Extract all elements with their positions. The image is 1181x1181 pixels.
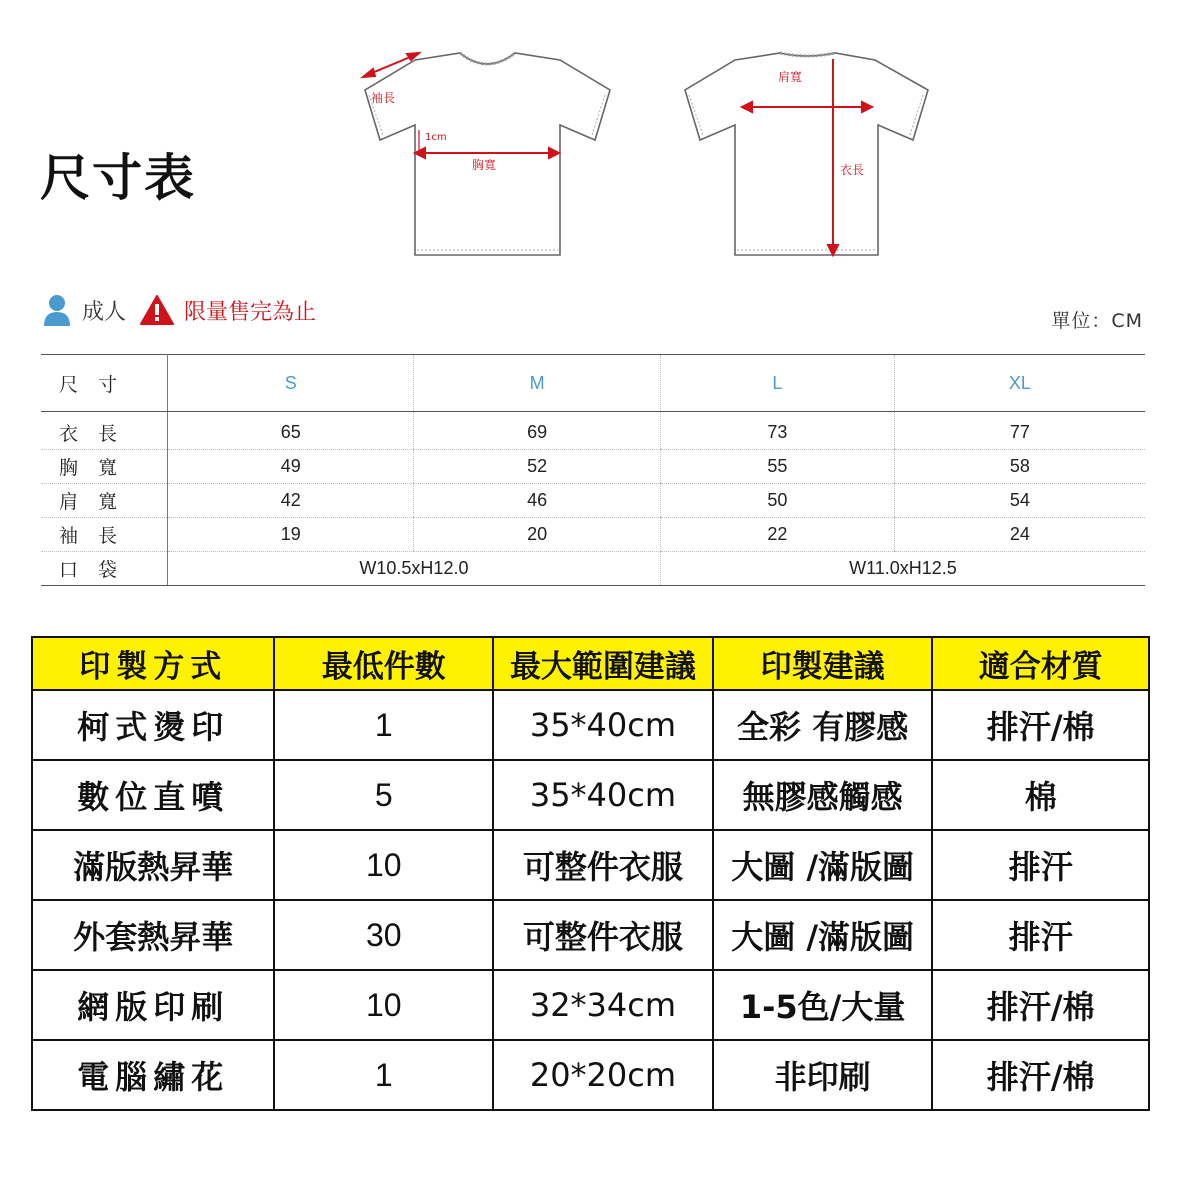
area-cell: 可整件衣服 — [493, 830, 713, 900]
size-col-xl: XL — [894, 355, 1145, 412]
area-cell: 35*40cm — [493, 690, 713, 760]
unit-label: 單位：CM — [1051, 310, 1143, 332]
area-cell: 可整件衣服 — [493, 900, 713, 970]
warning-label: 限量售完為止 — [184, 299, 317, 325]
table-row — [41, 450, 1145, 484]
table-cell: 69 — [414, 412, 660, 450]
material-cell: 排汗 — [932, 900, 1149, 970]
table-cell: 22 — [660, 518, 894, 552]
chest-label: 胸寬 — [472, 158, 497, 172]
material-cell: 棉 — [932, 760, 1149, 830]
method-cell: 外套熱昇華 — [32, 900, 274, 970]
table-cell: 55 — [660, 450, 894, 484]
pocket-small: W10.5xH12.0 — [168, 552, 661, 586]
header-material: 適合材質 — [932, 637, 1149, 690]
suggestion-cell: 大圖 /滿版圖 — [713, 830, 933, 900]
table-cell: 77 — [894, 412, 1145, 450]
table-cell: 52 — [414, 450, 660, 484]
size-col-s: S — [168, 355, 414, 412]
size-col-m: M — [414, 355, 660, 412]
suggestion-cell: 1-5色/大量 — [713, 970, 933, 1040]
table-cell: 46 — [414, 484, 660, 518]
row-label: 胸寬 — [41, 450, 168, 484]
shoulder-label: 肩寬 — [778, 70, 803, 84]
table-cell: 73 — [660, 412, 894, 450]
table-row — [32, 1040, 1149, 1110]
method-cell: 電腦繡花 — [32, 1040, 274, 1110]
size-header-row — [41, 355, 1145, 412]
table-cell: 24 — [894, 518, 1145, 552]
material-cell: 排汗/棉 — [932, 1040, 1149, 1110]
table-cell: 19 — [168, 518, 414, 552]
table-row — [41, 484, 1145, 518]
length-label: 衣長 — [840, 163, 865, 177]
size-col-l: L — [660, 355, 894, 412]
pocket-row — [41, 552, 1145, 586]
table-row — [32, 970, 1149, 1040]
table-cell: 20 — [414, 518, 660, 552]
meta-row — [42, 293, 316, 327]
offset-label: 1cm — [425, 132, 447, 143]
table-cell: 58 — [894, 450, 1145, 484]
shirt-back-diagram — [680, 45, 945, 265]
header-max-area: 最大範圍建議 — [493, 637, 713, 690]
method-cell: 網版印刷 — [32, 970, 274, 1040]
method-cell: 滿版熱昇華 — [32, 830, 274, 900]
table-cell: 42 — [168, 484, 414, 518]
warning-icon — [140, 294, 174, 326]
shirt-front-diagram — [355, 45, 620, 265]
table-cell: 65 — [168, 412, 414, 450]
suggestion-cell: 無膠感觸感 — [713, 760, 933, 830]
table-row — [41, 518, 1145, 552]
table-cell: 54 — [894, 484, 1145, 518]
suggestion-cell: 全彩 有膠感 — [713, 690, 933, 760]
table-row — [41, 412, 1145, 450]
print-header-row — [32, 637, 1149, 690]
table-row — [32, 760, 1149, 830]
pocket-large: W11.0xH12.5 — [660, 552, 1145, 586]
row-label: 口袋 — [41, 552, 168, 586]
table-row — [32, 830, 1149, 900]
qty-cell: 1 — [274, 690, 493, 760]
table-row — [32, 900, 1149, 970]
area-cell: 35*40cm — [493, 760, 713, 830]
qty-cell: 10 — [274, 970, 493, 1040]
material-cell: 排汗/棉 — [932, 970, 1149, 1040]
qty-cell: 1 — [274, 1040, 493, 1110]
audience-label: 成人 — [82, 299, 127, 325]
print-method-table — [31, 636, 1150, 1111]
table-row — [32, 690, 1149, 760]
table-cell: 50 — [660, 484, 894, 518]
sleeve-label: 袖長 — [371, 91, 396, 105]
area-cell: 32*34cm — [493, 970, 713, 1040]
qty-cell: 5 — [274, 760, 493, 830]
header-suggestion: 印製建議 — [713, 637, 933, 690]
method-cell: 柯式燙印 — [32, 690, 274, 760]
area-cell: 20*20cm — [493, 1040, 713, 1110]
row-label: 衣長 — [41, 412, 168, 450]
qty-cell: 30 — [274, 900, 493, 970]
row-label: 袖長 — [41, 518, 168, 552]
size-table — [41, 354, 1145, 586]
method-cell: 數位直噴 — [32, 760, 274, 830]
table-cell: 49 — [168, 450, 414, 484]
material-cell: 排汗 — [932, 830, 1149, 900]
material-cell: 排汗/棉 — [932, 690, 1149, 760]
row-label: 肩寬 — [41, 484, 168, 518]
qty-cell: 10 — [274, 830, 493, 900]
size-header-label: 尺寸 — [41, 355, 168, 412]
page-title: 尺寸表 — [40, 149, 196, 207]
suggestion-cell: 大圖 /滿版圖 — [713, 900, 933, 970]
suggestion-cell: 非印刷 — [713, 1040, 933, 1110]
header-min-qty: 最低件數 — [274, 637, 493, 690]
header-print-method: 印製方式 — [32, 637, 274, 690]
user-icon — [42, 293, 72, 327]
